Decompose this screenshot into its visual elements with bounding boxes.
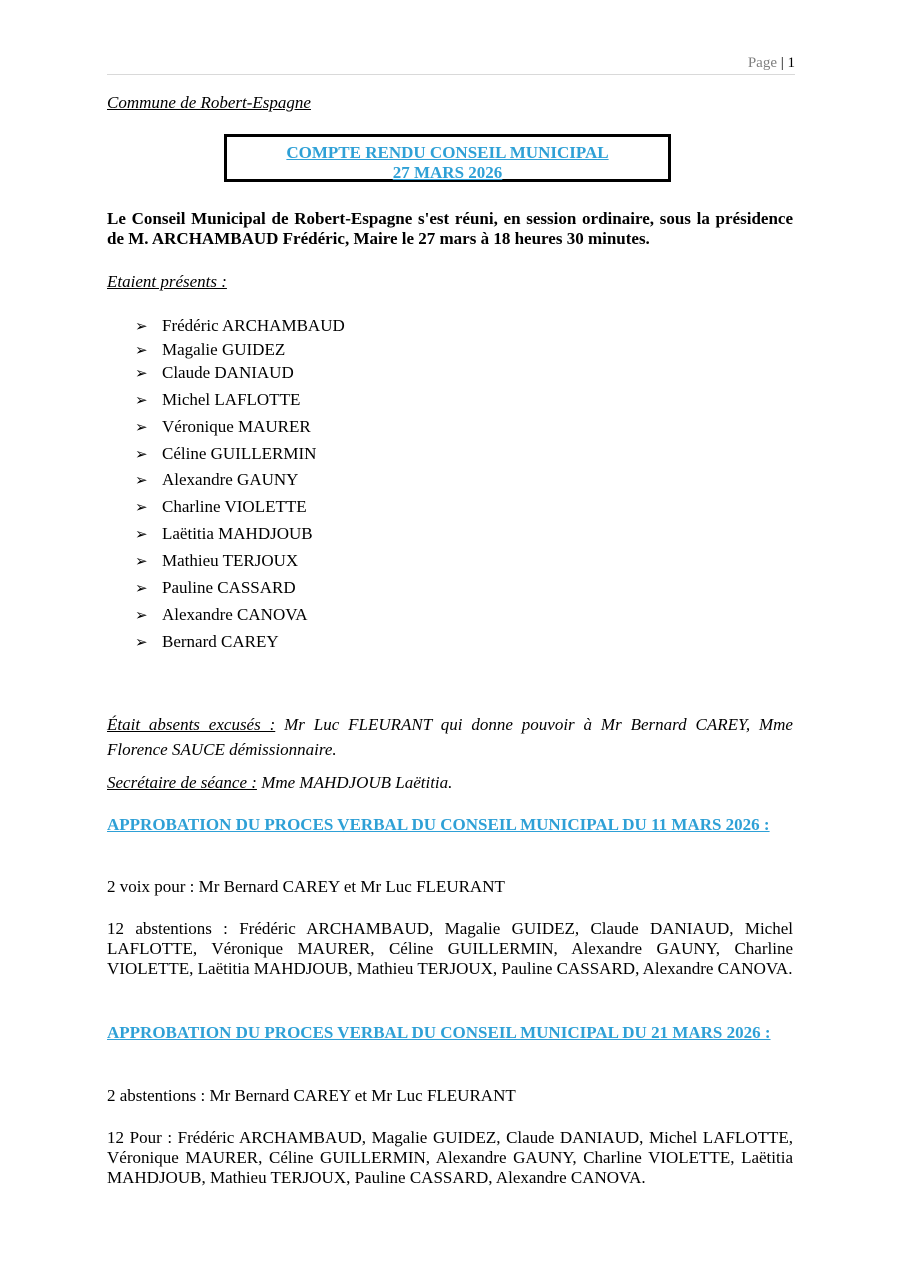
arrowhead-bullet-icon: ➢: [135, 581, 148, 597]
presents-label: Etaient présents :: [107, 272, 227, 291]
member-name: Véronique MAURER: [162, 417, 311, 436]
arrowhead-bullet-icon: ➢: [135, 473, 148, 489]
member-name: Magalie GUIDEZ: [162, 340, 286, 359]
secretaire-label: Secrétaire de séance :: [107, 773, 257, 792]
arrowhead-bullet-icon: ➢: [135, 635, 148, 651]
absents-text: Mr Luc FLEURANT qui donne pouvoir à Mr Bernard CAREY, Mme Florence SAUCE démissionnaire.: [107, 715, 793, 759]
member-name: Claude DANIAUD: [162, 363, 294, 382]
arrowhead-bullet-icon: ➢: [135, 608, 148, 624]
document-title-box: [224, 134, 671, 182]
arrowhead-bullet-icon: ➢: [135, 447, 148, 463]
arrowhead-bullet-icon: ➢: [135, 343, 148, 359]
member-name: Mathieu TERJOUX: [162, 551, 299, 570]
section-heading: APPROBATION DU PROCES VERBAL DU CONSEIL MUNICIPAL DU 21 MARS 2026 :: [107, 1023, 771, 1042]
member-name: Alexandre CANOVA: [162, 605, 308, 624]
page-label: Page: [747, 55, 777, 71]
member-name: Charline VIOLETTE: [162, 497, 307, 516]
vote-paragraph: 12 Pour : Frédéric ARCHAMBAUD, Magalie GUIDEZ, Claude DANIAUD, Michel LAFLOTTE, Véronique MAURER, Céline GUILLERMIN, Alexandre GAUNY, Charline VIOLETTE, Laëtitia MAHDJOUB, Mathieu TERJOUX, Pauline CASSARD, Alexandre CANOVA.: [107, 1128, 793, 1187]
vote-paragraph: 12 abstentions : Frédéric ARCHAMBAUD, Magalie GUIDEZ, Claude DANIAUD, Michel LAFLOTTE, Véronique MAURER, Céline GUILLERMIN, Alexandre GAUNY, Charline VIOLETTE, Laëtitia MAHDJOUB, Mathieu TERJOUX, Pauline CASSARD, Alexandre CANOVA.: [107, 919, 793, 978]
absents-label: Était absents excusés :: [107, 715, 276, 734]
page-separator: |: [780, 55, 784, 71]
vote-line: 2 voix pour : Mr Bernard CAREY et Mr Luc FLEURANT: [107, 877, 505, 896]
arrowhead-bullet-icon: ➢: [135, 527, 148, 543]
member-name: Céline GUILLERMIN: [162, 444, 317, 463]
list-item: [135, 604, 308, 626]
list-item: [135, 362, 294, 384]
list-item: [135, 631, 279, 653]
arrowhead-bullet-icon: ➢: [135, 420, 148, 436]
arrowhead-bullet-icon: ➢: [135, 393, 148, 409]
secretaire-paragraph: [107, 773, 793, 793]
member-name: Laëtitia MAHDJOUB: [162, 524, 313, 543]
list-item: [135, 496, 307, 518]
arrowhead-bullet-icon: ➢: [135, 319, 148, 335]
arrowhead-bullet-icon: ➢: [135, 500, 148, 516]
list-item: [135, 443, 316, 465]
list-item: [135, 523, 313, 545]
list-item: [135, 550, 298, 572]
title-line-1: COMPTE RENDU CONSEIL MUNICIPAL: [286, 143, 609, 162]
list-item: [135, 469, 298, 491]
member-name: Michel LAFLOTTE: [162, 390, 301, 409]
member-name: Bernard CAREY: [162, 632, 279, 651]
commune-name: Commune de Robert-Espagne: [107, 93, 311, 112]
section-heading: APPROBATION DU PROCES VERBAL DU CONSEIL MUNICIPAL DU 11 MARS 2026 :: [107, 815, 770, 834]
list-item: [135, 389, 300, 411]
member-name: Alexandre GAUNY: [162, 470, 299, 489]
secretaire-text: Mme MAHDJOUB Laëtitia.: [256, 773, 453, 792]
arrowhead-bullet-icon: ➢: [135, 554, 148, 570]
list-item: [135, 339, 285, 361]
page-number: 1: [787, 55, 795, 71]
list-item: [135, 315, 345, 337]
list-item: [135, 416, 311, 438]
arrowhead-bullet-icon: ➢: [135, 366, 148, 382]
vote-line: 2 abstentions : Mr Bernard CAREY et Mr Luc FLEURANT: [107, 1086, 516, 1105]
absents-paragraph: [107, 712, 793, 762]
page-header: [107, 55, 795, 75]
member-name: Pauline CASSARD: [162, 578, 296, 597]
intro-paragraph: Le Conseil Municipal de Robert-Espagne s'est réuni, en session ordinaire, sous la présidence de M. ARCHAMBAUD Frédéric, Maire le 27 mars à 18 heures 30 minutes.: [107, 209, 793, 248]
member-name: Frédéric ARCHAMBAUD: [162, 316, 345, 335]
title-line-2: 27 MARS 2026: [392, 163, 503, 182]
list-item: [135, 577, 296, 599]
